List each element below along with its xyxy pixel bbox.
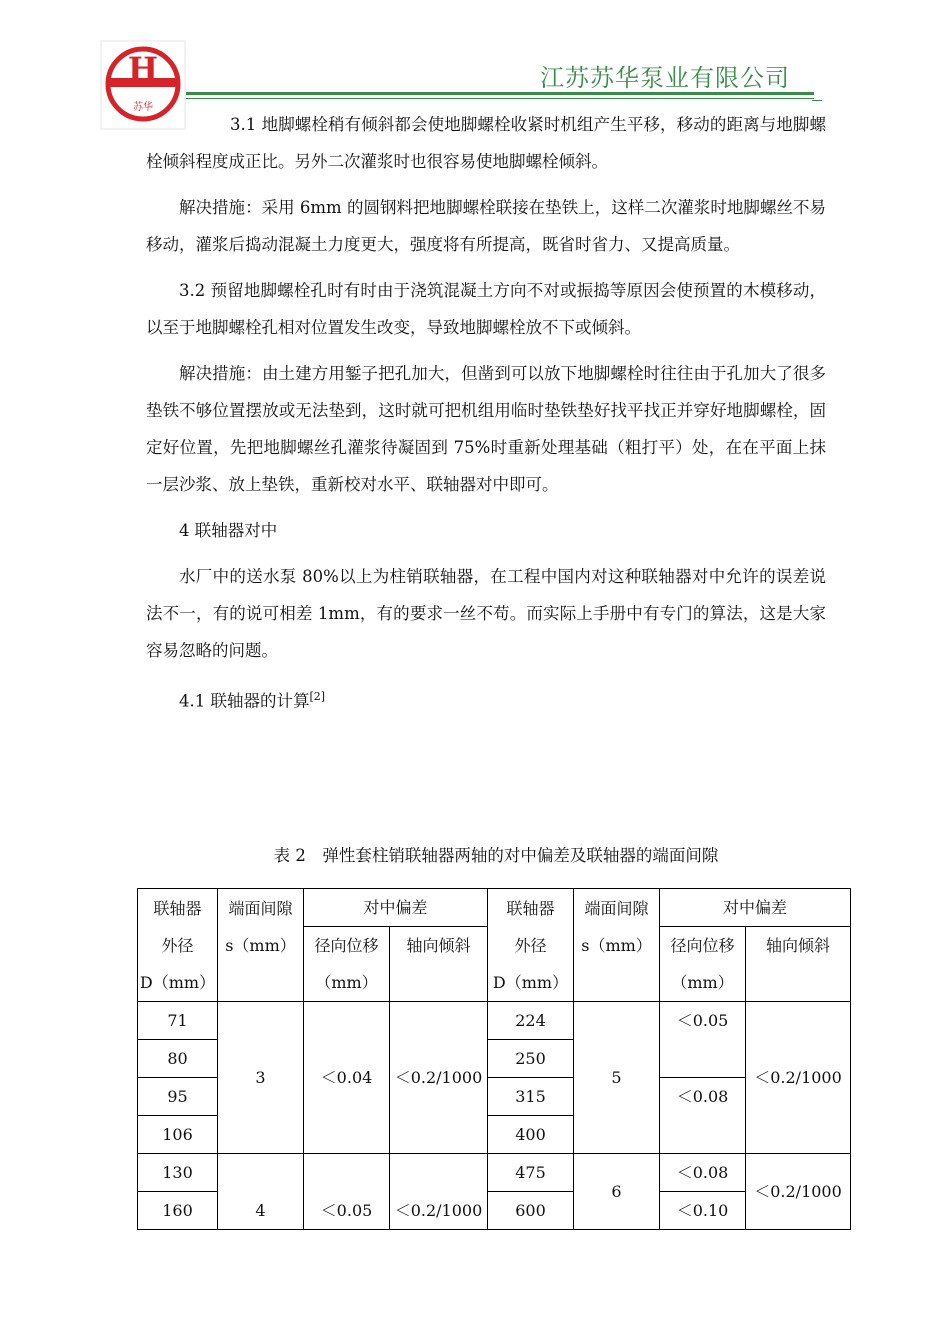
header-rule (186, 92, 814, 95)
company-name: 江苏苏华泵业有限公司 (540, 64, 790, 92)
subsection-4-1-text: 4.1 联轴器的计算 (179, 691, 310, 711)
header-deviation-left: 对中偏差 (304, 889, 488, 927)
header-radial-right: 径向位移 （mm） (660, 927, 746, 1002)
table-row: 160 600 ＜0.10 (138, 1192, 851, 1230)
logo-text: 苏华 (133, 102, 153, 113)
paragraph-3-1: 3.1 地脚螺栓稍有倾斜都会使地脚螺栓收紧时机组产生平移，移动的距离与地脚螺栓倾斜程度成正比。另外二次灌浆时也很容易使地脚螺栓倾斜。 (146, 115, 826, 171)
table-caption: 表 2 弹性套柱销联轴器两轴的对中偏差及联轴器的端面间隙 (273, 846, 719, 865)
header-gap-right: 端面间隙 s（mm） (574, 889, 660, 1002)
header-diameter-left: 联轴器 外径 D（mm） (138, 889, 218, 1002)
table-row: 95 315 ＜0.08 (138, 1078, 851, 1116)
paragraph-solution-1: 解决措施：采用 6mm 的圆钢料把地脚螺栓联接在垫铁上，这样二次灌浆时地脚螺丝不易移动，灌浆后捣动混凝土力度更大，强度将有所提高，既省时省力、又提高质量。 (146, 198, 826, 254)
header-diameter-right: 联轴器 外径 D（mm） (488, 889, 574, 1002)
table-row: 71 3 ＜0.04 ＜0.2/1000 224 5 ＜0.05 ＜0.2/1000 (138, 1002, 851, 1040)
paragraph-4: 水厂中的送水泵 80%以上为柱销联轴器，在工程中国内对这种联轴器对中允许的误差说法不一，有的说可相差 1mm，有的要求一丝不苟。而实际上手册中有专门的算法，这是大家容易忽略的问题。 (146, 567, 826, 660)
subsection-4-1 (146, 678, 826, 720)
header-gap-left: 端面间隙 s（mm） (218, 889, 304, 1002)
reference-mark: [2] (309, 690, 326, 703)
paragraph-3-2: 3.2 预留地脚螺栓孔时有时由于浇筑混凝土方向不对或振捣等原因会使预置的木模移动，以至于地脚螺栓孔相对位置发生改变，导致地脚螺栓放不下或倾斜。 (146, 281, 826, 337)
header-rule-tail (812, 100, 822, 101)
logo-letter-h: H (127, 50, 159, 88)
body-text (146, 106, 826, 720)
coupling-alignment-table (137, 888, 851, 1230)
header-axial-left: 轴向倾斜 (390, 927, 488, 1002)
table-row: 80 250 (138, 1040, 851, 1078)
paragraph-solution-2: 解决措施：由土建方用錾子把孔加大，但凿到可以放下地脚螺栓时往往由于孔加大了很多垫铁不够位置摆放或无法垫到，这时就可把机组用临时垫铁垫好找平找正并穿好地脚螺栓，固定好位置，先把地脚螺丝孔灌浆待凝固到 75%时重新处理基础（粗打平）处，在在平面上抹一层沙浆、放上垫铁，重新校对水平、联轴器对中即可。 (146, 364, 826, 494)
header-axial-right: 轴向倾斜 (746, 927, 851, 1002)
table-row: 106 400 (138, 1116, 851, 1154)
section-heading-4: 4 联轴器对中 (179, 521, 278, 540)
header-rule-thin (186, 98, 814, 99)
header-radial-left: 径向位移 （mm） (304, 927, 390, 1002)
table-row: 130 4 ＜0.05 ＜0.2/1000 475 6 ＜0.08 ＜0.2/1000 (138, 1154, 851, 1192)
header-deviation-right: 对中偏差 (660, 889, 851, 927)
